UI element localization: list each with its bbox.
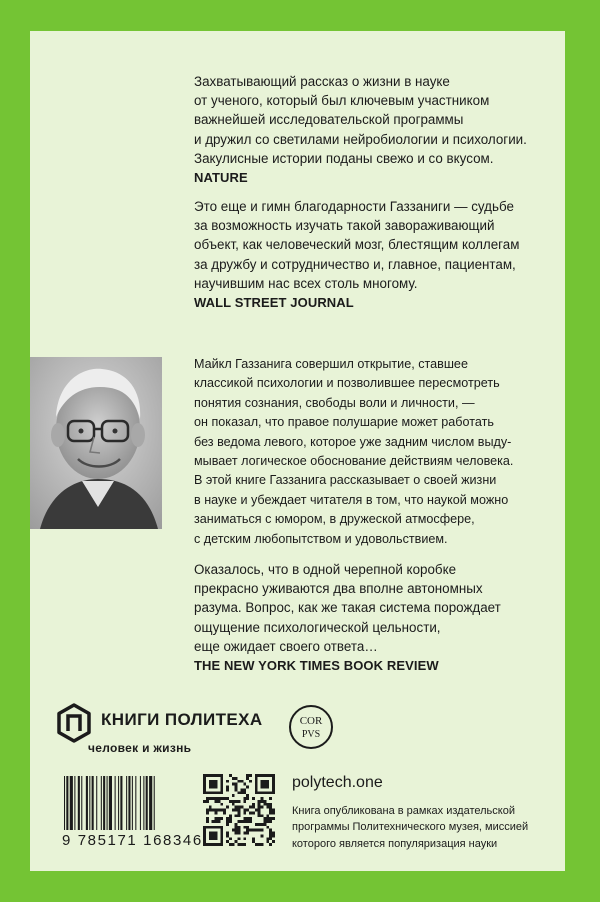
barcode-bar <box>74 776 75 830</box>
qr-module <box>209 797 212 800</box>
qr-module <box>238 826 241 829</box>
qr-module <box>246 774 249 777</box>
barcode-bar <box>132 776 133 830</box>
quote-line: Закулисные истории поданы свежо и со вкусом. <box>194 150 494 166</box>
qr-module <box>229 774 232 777</box>
bio-line: классикой психологии и позволившее пересмотреть <box>194 376 500 391</box>
qr-module <box>240 791 243 794</box>
qr-module <box>223 811 226 814</box>
qr-module <box>235 809 238 812</box>
qr-module <box>203 843 223 846</box>
barcode-bar <box>149 776 152 830</box>
qr-module <box>226 780 229 783</box>
qr-module <box>269 843 272 846</box>
qr-module <box>240 788 243 791</box>
bio-line: мывает логическое обоснование действиям человека. <box>194 454 514 469</box>
note-line: программы Политехнического музея, миссией <box>292 821 529 834</box>
qr-module <box>246 829 249 832</box>
qr-module <box>232 829 235 832</box>
qr-module <box>206 811 209 814</box>
qr-module <box>243 811 246 814</box>
qr-module <box>240 780 243 783</box>
qr-module <box>263 800 266 803</box>
barcode-bar <box>89 776 90 830</box>
barcode-bar <box>109 776 112 830</box>
qr-module <box>217 809 220 812</box>
qr-module <box>266 806 269 809</box>
qr-module <box>266 826 269 829</box>
barcode-bar <box>64 776 65 830</box>
bio-line: без ведома левого, которое уже задним числом выду- <box>194 434 512 449</box>
qr-module <box>246 777 249 780</box>
qr-module <box>252 797 255 800</box>
qr-module <box>203 774 206 794</box>
qr-module <box>235 826 238 829</box>
qr-module <box>243 843 246 846</box>
qr-module <box>232 809 235 812</box>
qr-module <box>226 786 229 789</box>
bio-line: в науке и убеждает читателя в том, что наукой можно <box>194 492 509 507</box>
qr-module <box>217 820 220 823</box>
qr-module <box>223 809 226 812</box>
qr-module <box>246 794 249 797</box>
qr-module <box>212 809 215 812</box>
qr-module <box>206 817 209 820</box>
qr-module <box>261 780 270 789</box>
note-line: которого является популяризация науки <box>292 837 498 850</box>
quote-source: NATURE <box>194 170 248 186</box>
isbn-number: 9 785171 168346 <box>62 832 203 849</box>
qr-module <box>269 837 272 840</box>
qr-module <box>255 791 275 794</box>
barcode-bar <box>81 776 82 830</box>
qr-module <box>226 834 229 837</box>
qr-module <box>220 797 223 800</box>
qr-module <box>203 800 206 803</box>
qr-module <box>249 811 252 814</box>
qr-module <box>258 806 261 809</box>
barcode-bar <box>78 776 80 830</box>
isbn-barcode <box>62 776 185 836</box>
publisher-hexagon-icon <box>56 703 92 743</box>
barcode-bar <box>140 776 141 830</box>
qr-module <box>269 809 272 812</box>
note-line: Книга опубликована в рамках издательской <box>292 805 515 817</box>
barcode-bar <box>115 776 116 830</box>
qr-module <box>226 832 229 835</box>
qr-module <box>243 817 246 820</box>
qr-module <box>238 814 241 817</box>
quote-line: разума. Вопрос, как же такая система порождает <box>194 600 501 616</box>
qr-module <box>232 794 235 797</box>
qr-module <box>203 826 223 829</box>
barcode-bar <box>118 776 119 830</box>
qr-module <box>269 806 272 809</box>
qr-module <box>261 814 264 817</box>
qr-module <box>246 820 249 823</box>
qr-module <box>258 823 261 826</box>
qr-module <box>206 797 209 800</box>
barcode-bar <box>128 776 130 830</box>
barcode-bar <box>86 776 88 830</box>
barcode-bar <box>96 776 97 830</box>
qr-module <box>266 820 269 823</box>
qr-module <box>272 811 275 814</box>
barcode-bar <box>135 776 136 830</box>
author-bio <box>194 355 574 549</box>
qr-module <box>226 820 229 823</box>
bio-line: понятия сознания, свободы воли и личности, — <box>194 395 475 410</box>
qr-module <box>235 829 238 832</box>
qr-module <box>209 806 212 809</box>
qr-module <box>215 809 218 812</box>
qr-module <box>238 837 241 840</box>
qr-module <box>255 843 258 846</box>
quote-line: научившим нас всех столь многому. <box>194 275 418 291</box>
qr-module <box>238 780 241 783</box>
review-quote-wsj <box>194 197 574 312</box>
qr-module <box>243 832 246 835</box>
barcode-bar <box>120 776 122 830</box>
quote-line: Оказалось, что в одной черепной коробке <box>194 562 457 577</box>
qr-module <box>226 840 229 843</box>
qr-module <box>261 843 264 846</box>
qr-module <box>238 806 241 809</box>
qr-module <box>272 774 275 794</box>
bio-line: Майкл Газзанига совершил открытие, ставшее <box>194 357 468 371</box>
qr-module <box>258 809 261 812</box>
quote-line: за дружбу и сотрудничество и, главное, пациентам, <box>194 256 516 272</box>
qr-module <box>229 837 232 840</box>
qr-module <box>243 788 246 791</box>
qr-module <box>209 809 212 812</box>
qr-module <box>269 803 272 806</box>
qr-module <box>249 817 252 820</box>
qr-module <box>238 791 241 794</box>
qr-module <box>252 829 255 832</box>
qr-module <box>223 797 226 800</box>
qr-module <box>252 837 255 840</box>
qr-module <box>263 803 266 806</box>
svg-text:PVS: PVS <box>301 729 321 740</box>
qr-module <box>258 814 261 817</box>
qr-module <box>215 817 218 820</box>
qr-module <box>238 829 241 832</box>
qr-module <box>252 806 255 809</box>
qr-module <box>266 837 269 840</box>
qr-module <box>266 803 269 806</box>
qr-module <box>235 840 238 843</box>
bio-line: с детским любопытством и удовольствием. <box>194 531 448 546</box>
qr-code <box>203 774 275 846</box>
qr-module <box>235 786 238 789</box>
qr-module <box>269 832 272 835</box>
qr-module <box>203 826 206 846</box>
qr-module <box>226 797 229 800</box>
quote-line: Захватывающий рассказ о жизни в науке <box>194 74 450 89</box>
qr-module <box>229 820 232 823</box>
qr-module <box>243 826 246 829</box>
qr-module <box>258 843 261 846</box>
qr-module <box>215 811 218 814</box>
qr-module <box>249 829 252 832</box>
qr-module <box>235 823 238 826</box>
qr-module <box>232 803 235 806</box>
quote-line: важнейшей исследовательской программы <box>194 112 464 128</box>
quote-line: Это еще и гимн благодарности Газзаниги — судьбе <box>194 199 514 214</box>
review-quote-nyt <box>194 560 574 675</box>
quote-line: за возможность изучать такой завораживающий <box>194 218 495 234</box>
qr-module <box>226 817 229 820</box>
qr-module <box>263 823 266 826</box>
qr-module <box>243 837 246 840</box>
qr-module <box>235 806 238 809</box>
svg-text:COR: COR <box>299 715 323 727</box>
quote-source: THE NEW YORK TIMES BOOK REVIEW <box>194 658 439 674</box>
qr-module <box>206 820 209 823</box>
qr-module <box>217 800 220 803</box>
barcode-bar <box>107 776 108 830</box>
qr-module <box>246 826 249 829</box>
qr-module <box>249 780 252 783</box>
qr-module <box>229 814 232 817</box>
qr-module <box>261 797 264 800</box>
qr-module <box>229 800 232 803</box>
qr-module <box>212 820 215 823</box>
qr-module <box>261 834 264 837</box>
publisher-name: КНИГИ ПОЛИТЕХА <box>101 710 263 729</box>
qr-module <box>238 800 241 803</box>
qr-module <box>255 774 258 794</box>
qr-module <box>240 806 243 809</box>
barcode-bar <box>92 776 94 830</box>
qr-module <box>206 809 209 812</box>
qr-module <box>258 811 261 814</box>
qr-module <box>229 843 232 846</box>
quote-line: ощущение психологической цельности, <box>194 619 441 635</box>
qr-module <box>269 811 272 814</box>
qr-module <box>261 806 264 809</box>
qr-module <box>238 809 241 812</box>
quote-source: WALL STREET JOURNAL <box>194 295 354 311</box>
qr-module <box>272 834 275 837</box>
qr-module <box>269 829 272 832</box>
qr-module <box>226 806 229 809</box>
quote-line: и дружил со светилами нейробиологии и психологии. <box>194 131 527 147</box>
qr-module <box>212 797 215 800</box>
qr-module <box>266 840 269 843</box>
qr-module <box>261 823 264 826</box>
bio-line: он показал, что правое полушарие может работать <box>194 415 494 430</box>
qr-module <box>249 774 252 777</box>
qr-module <box>266 817 269 820</box>
qr-module <box>261 829 264 832</box>
qr-module <box>266 814 269 817</box>
barcode-bar <box>154 776 155 830</box>
qr-module <box>215 820 218 823</box>
qr-module <box>238 811 241 814</box>
qr-module <box>235 832 238 835</box>
qr-module <box>258 829 261 832</box>
qr-module <box>249 806 252 809</box>
qr-module <box>272 809 275 812</box>
qr-module <box>217 797 220 800</box>
qr-module <box>235 814 238 817</box>
barcode-bar <box>146 776 148 830</box>
qr-module <box>206 800 209 803</box>
corpus-logo-icon <box>288 704 334 750</box>
qr-module <box>252 811 255 814</box>
qr-module <box>232 777 235 780</box>
qr-module <box>232 800 235 803</box>
qr-module <box>240 820 243 823</box>
qr-module <box>269 834 272 837</box>
qr-module <box>263 817 266 820</box>
qr-module <box>263 820 266 823</box>
qr-module <box>203 791 223 794</box>
qr-module <box>232 783 235 786</box>
barcode-bar <box>143 776 144 830</box>
qr-module <box>269 797 272 800</box>
qr-module <box>246 817 249 820</box>
barcode-bar <box>103 776 105 830</box>
qr-module <box>220 817 223 820</box>
qr-module <box>229 817 232 820</box>
qr-module <box>238 820 241 823</box>
qr-module <box>249 820 252 823</box>
qr-module <box>246 809 249 812</box>
qr-module <box>215 797 218 800</box>
qr-module <box>272 817 275 820</box>
qr-module <box>220 809 223 812</box>
qr-module <box>269 820 272 823</box>
qr-module <box>235 788 238 791</box>
qr-module <box>203 774 223 777</box>
qr-module <box>255 774 275 777</box>
quote-line: прекрасно уживаются два вполне автономных <box>194 581 483 597</box>
qr-module <box>235 783 238 786</box>
author-portrait-image <box>30 357 162 529</box>
quote-line: еще ожидает своего ответа… <box>194 638 378 654</box>
qr-module <box>226 823 229 826</box>
quote-line: объект, как человеческий мозг, блестящим коллегам <box>194 237 520 253</box>
review-quote-nature <box>194 72 574 187</box>
qr-module <box>272 840 275 843</box>
qr-module <box>252 840 255 843</box>
barcode-bar <box>70 776 73 830</box>
barcode-bar <box>101 776 102 830</box>
qr-module <box>220 774 223 794</box>
qr-module <box>246 832 249 835</box>
qr-module <box>258 800 261 803</box>
qr-module <box>238 843 241 846</box>
qr-module <box>217 817 220 820</box>
qr-module <box>243 783 246 786</box>
qr-module <box>255 829 258 832</box>
qr-module <box>258 803 261 806</box>
publisher-note <box>292 803 552 852</box>
qr-module <box>235 777 238 780</box>
qr-module <box>243 820 246 823</box>
qr-module <box>246 786 249 789</box>
qr-module <box>243 797 246 800</box>
qr-module <box>269 817 272 820</box>
qr-module <box>272 832 275 835</box>
qr-module <box>220 803 223 806</box>
quote-line: от ученого, который был ключевым участником <box>194 93 490 109</box>
website-link[interactable]: polytech.one <box>292 774 383 791</box>
qr-module <box>246 797 249 800</box>
bio-line: В этой книге Газзанига рассказывает о своей жизни <box>194 473 497 488</box>
qr-module <box>215 800 218 803</box>
qr-module <box>261 800 264 803</box>
qr-module <box>209 780 218 789</box>
barcode-bar <box>66 776 68 830</box>
qr-module <box>255 809 258 812</box>
qr-module <box>243 791 246 794</box>
qr-module <box>220 826 223 846</box>
qr-module <box>252 803 255 806</box>
qr-module <box>232 843 235 846</box>
qr-module <box>226 788 229 791</box>
qr-module <box>209 832 218 841</box>
qr-module <box>255 823 258 826</box>
qr-module <box>240 843 243 846</box>
qr-module <box>243 800 246 803</box>
qr-module <box>243 809 246 812</box>
bio-line: заниматься с юмором, в дружеской атмосфере, <box>194 512 475 527</box>
author-photo <box>30 357 162 529</box>
publisher-tagline: человек и жизнь <box>88 741 192 755</box>
barcode-bar <box>126 776 127 830</box>
qr-module <box>238 832 241 835</box>
qr-module <box>235 800 238 803</box>
